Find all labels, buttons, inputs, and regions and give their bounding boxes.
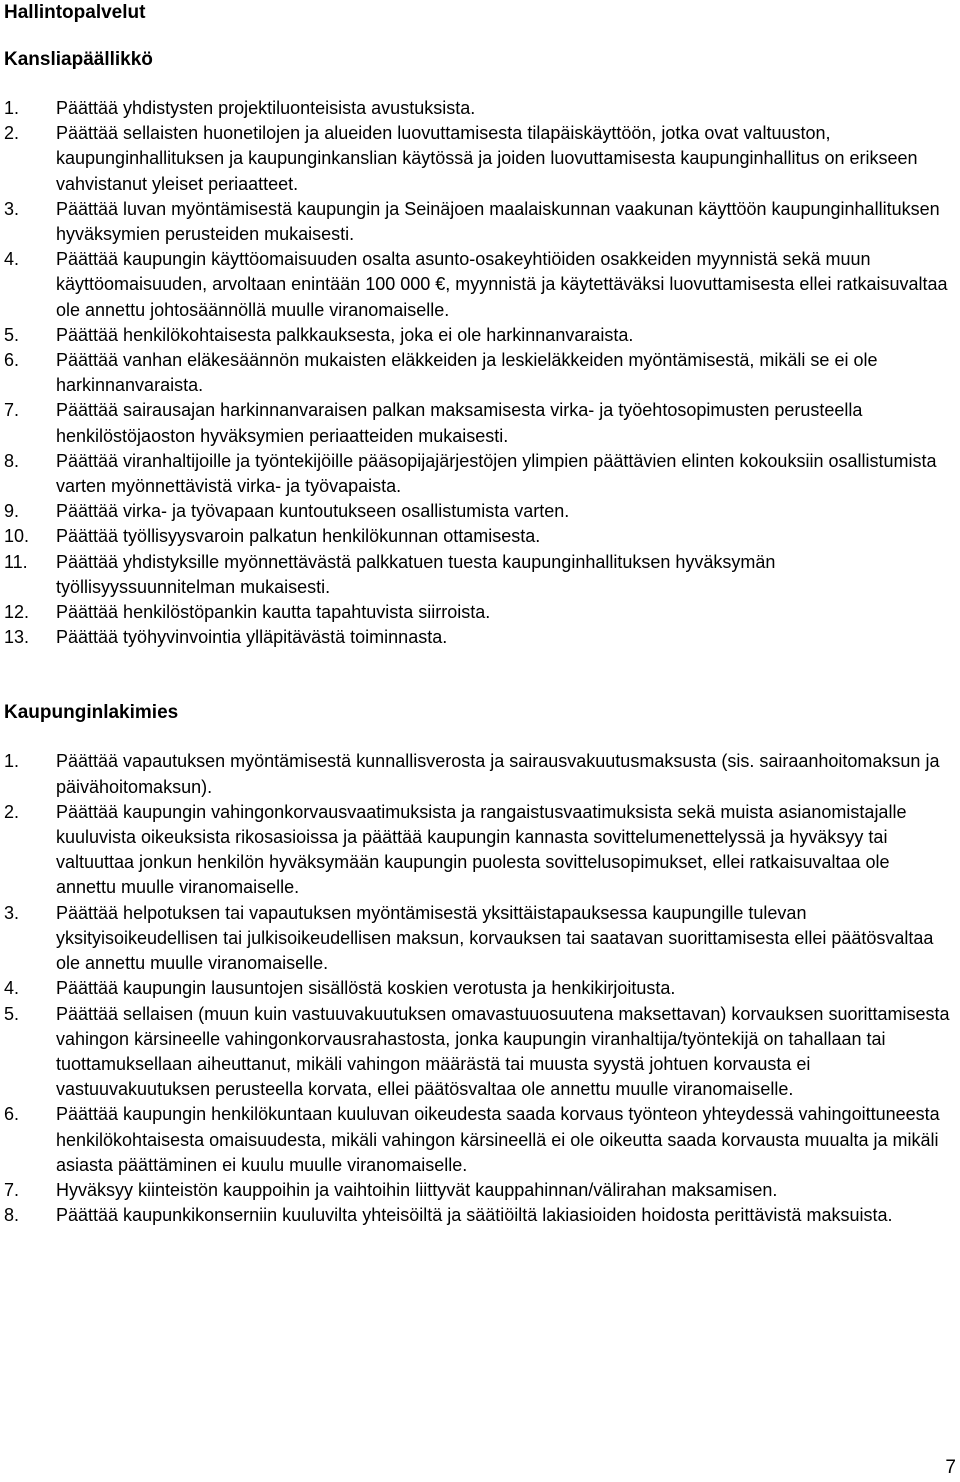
item-text: Hyväksyy kiinteistön kauppoihin ja vaihtoihin liittyvät kauppahinnan/välirahan maksamisen. — [56, 1179, 778, 1200]
item-number: 6. — [4, 350, 20, 371]
list-item — [4, 550, 954, 600]
list-item — [4, 96, 954, 121]
item-text: Päättää sellaisten huonetilojen ja alueiden luovuttamisesta tilapäiskäyttöön, jotka ovat valtuuston, kaupunginhallituksen ja kaupunginkanslian käytössä ja joiden luovuttamisesta kaupunginhallitus on erikseen vahvistanut yleiset periaatteet. — [56, 123, 918, 194]
item-number: 6. — [4, 1104, 20, 1125]
item-text: Päättää kaupungin lausuntojen sisällöstä koskien verotusta ja henkikirjoitusta. — [56, 978, 676, 999]
list-item — [4, 323, 954, 348]
item-number: 11. — [4, 551, 28, 572]
item-text: Päättää kaupungin vahingonkorvausvaatimuksista ja rangaistusvaatimuksista sekä muista asianomistajalle kuuluvista oikeuksista rikosasioissa ja päättää kaupungin kannasta sovittelumenettelyssä ja hyväksyy tai valtuuttaa jonkun henkilön hyväksymään kaupungin puolesta sovittelusopimukset, ellei ratkaisuvaltaa ole annettu muulle viranomaiselle. — [56, 801, 907, 898]
item-number: 3. — [4, 198, 20, 219]
section-title: Hallintopalvelut — [4, 2, 146, 23]
document-page — [4, 0, 954, 1228]
list-item — [4, 449, 954, 499]
kaupunginlakimies-heading: Kaupunginlakimies — [4, 702, 179, 724]
kansliapaallikko-heading: Kansliapäällikkö — [4, 49, 153, 70]
item-text: Päättää sellaisen (muun kuin vastuuvakuutuksen omavastuuosuutena maksettavan) korvauksen suorittamisesta vahingon kärsineelle vahingonkorvausrahastosta, jonka kaupungin viranhaltija/työntekijä on tahallaan tai tuottamuksellaan aiheuttanut, mikäli vahingon määrästä tai muusta syystä johtuen korvausta ei vastuuvakuutuksen perusteella korvata, ellei päätösvaltaa ole annettu muulle viranomaiselle. — [56, 1003, 950, 1100]
kansliapaallikko-list — [4, 96, 954, 650]
item-text: Päättää vapautuksen myöntämisestä kunnallisverosta ja sairausvakuutusmaksusta (sis. sairaanhoitomaksun ja päivähoitomaksun). — [56, 751, 940, 797]
kaupunginlakimies-list — [4, 749, 954, 1228]
item-number: 8. — [4, 450, 20, 471]
item-number: 10. — [4, 526, 30, 547]
item-text: Päättää virka- ja työvapaan kuntoutukseen osallistumista varten. — [56, 501, 570, 522]
item-number: 13. — [4, 627, 30, 648]
item-text: Päättää viranhaltijoille ja työntekijöille pääsopijajärjestöjen ylimpien päättävien elinten kokouksiin osallistumista varten myönnettävistä virka- ja työvapaista. — [56, 450, 937, 497]
list-item — [4, 976, 954, 1001]
list-item — [4, 1203, 954, 1228]
list-item — [4, 398, 954, 448]
list-item — [4, 348, 954, 398]
item-text: Päättää henkilökohtaisesta palkkauksesta, joka ei ole harkinnanvaraista. — [56, 324, 634, 345]
item-number: 2. — [4, 801, 20, 822]
list-item — [4, 625, 954, 650]
item-number: 5. — [4, 324, 20, 345]
list-item — [4, 1178, 954, 1203]
item-text: Päättää kaupunkikonserniin kuuluvilta yhteisöiltä ja säätiöiltä lakiasioiden hoidosta perittävistä maksuista. — [56, 1205, 893, 1226]
list-item — [4, 600, 954, 625]
item-text: Päättää työllisyysvaroin palkatun henkilökunnan ottamisesta. — [56, 526, 541, 547]
item-number: 1. — [4, 98, 20, 118]
item-number: 4. — [4, 249, 20, 270]
item-text: Päättää vanhan eläkesäännön mukaisten eläkkeiden ja leskieläkkeiden myöntämisestä, mikäli se ei ole harkinnanvaraista. — [56, 350, 878, 396]
item-text: Päättää henkilöstöpankin kautta tapahtuvista siirroista. — [56, 602, 491, 623]
list-item — [4, 121, 954, 197]
item-text: Päättää kaupungin henkilökuntaan kuuluvan oikeudesta saada korvaus työnteon yhteydessä vahingoittuneesta henkilökohtaisesta omaisuudesta, mikäli vahingon kärsineellä ei ole oikeutta saada korvausta muualta ja mikäli asiasta päättäminen ei kuulu muulle viranomaiselle. — [56, 1104, 940, 1175]
list-item — [4, 197, 954, 247]
list-item — [4, 524, 954, 549]
list-item — [4, 749, 954, 799]
list-item — [4, 499, 954, 524]
item-number: 3. — [4, 902, 20, 923]
list-item — [4, 901, 954, 977]
item-number: 5. — [4, 1003, 20, 1024]
item-number: 1. — [4, 751, 20, 772]
item-text: Päättää kaupungin käyttöomaisuuden osalta asunto-osakeyhtiöiden osakkeiden myynnistä sekä muun käyttöomaisuuden, arvoltaan enintään 100 000 €, myynnistä ja käytettäväksi luovuttamisesta ellei ratkaisuvaltaa ole annettu johtosäännöllä muulle viranomaiselle. — [56, 249, 948, 320]
item-number: 9. — [4, 501, 20, 522]
item-number: 7. — [4, 400, 20, 421]
list-item — [4, 1002, 954, 1103]
item-text: Päättää helpotuksen tai vapautuksen myöntämisestä yksittäistapauksessa kaupungille tulevan yksityisoikeudellisen tai julkisoikeudellisen maksun, korvauksen tai saatavan suorittamisesta ellei päätösvaltaa ole annettu muulle viranomaiselle. — [56, 902, 934, 974]
item-number: 12. — [4, 602, 30, 623]
list-item — [4, 1102, 954, 1178]
item-text: Päättää luvan myöntämisestä kaupungin ja Seinäjoen maalaiskunnan vaakunan käyttöön kaupunginhallituksen hyväksymien perusteiden mukaisesti. — [56, 198, 940, 245]
list-item — [4, 247, 954, 323]
list-item — [4, 800, 954, 901]
item-number: 8. — [4, 1205, 20, 1226]
item-text: Päättää työhyvinvointia ylläpitävästä toiminnasta. — [56, 627, 448, 648]
page-number: 7 — [945, 1457, 956, 1478]
item-number: 2. — [4, 123, 20, 144]
item-text: Päättää sairausajan harkinnanvaraisen palkan maksamisesta virka- ja työehtosopimusten perusteella henkilöstöjaoston hyväksymien periaatteiden mukaisesti. — [56, 400, 863, 446]
item-text: Päättää yhdistysten projektiluonteisista avustuksista. — [56, 98, 476, 118]
item-number: 4. — [4, 978, 20, 999]
item-number: 7. — [4, 1179, 20, 1200]
item-text: Päättää yhdistyksille myönnettävästä palkkatuen tuesta kaupunginhallituksen hyväksymän työllisyyssuunnitelman mukaisesti. — [56, 551, 776, 597]
